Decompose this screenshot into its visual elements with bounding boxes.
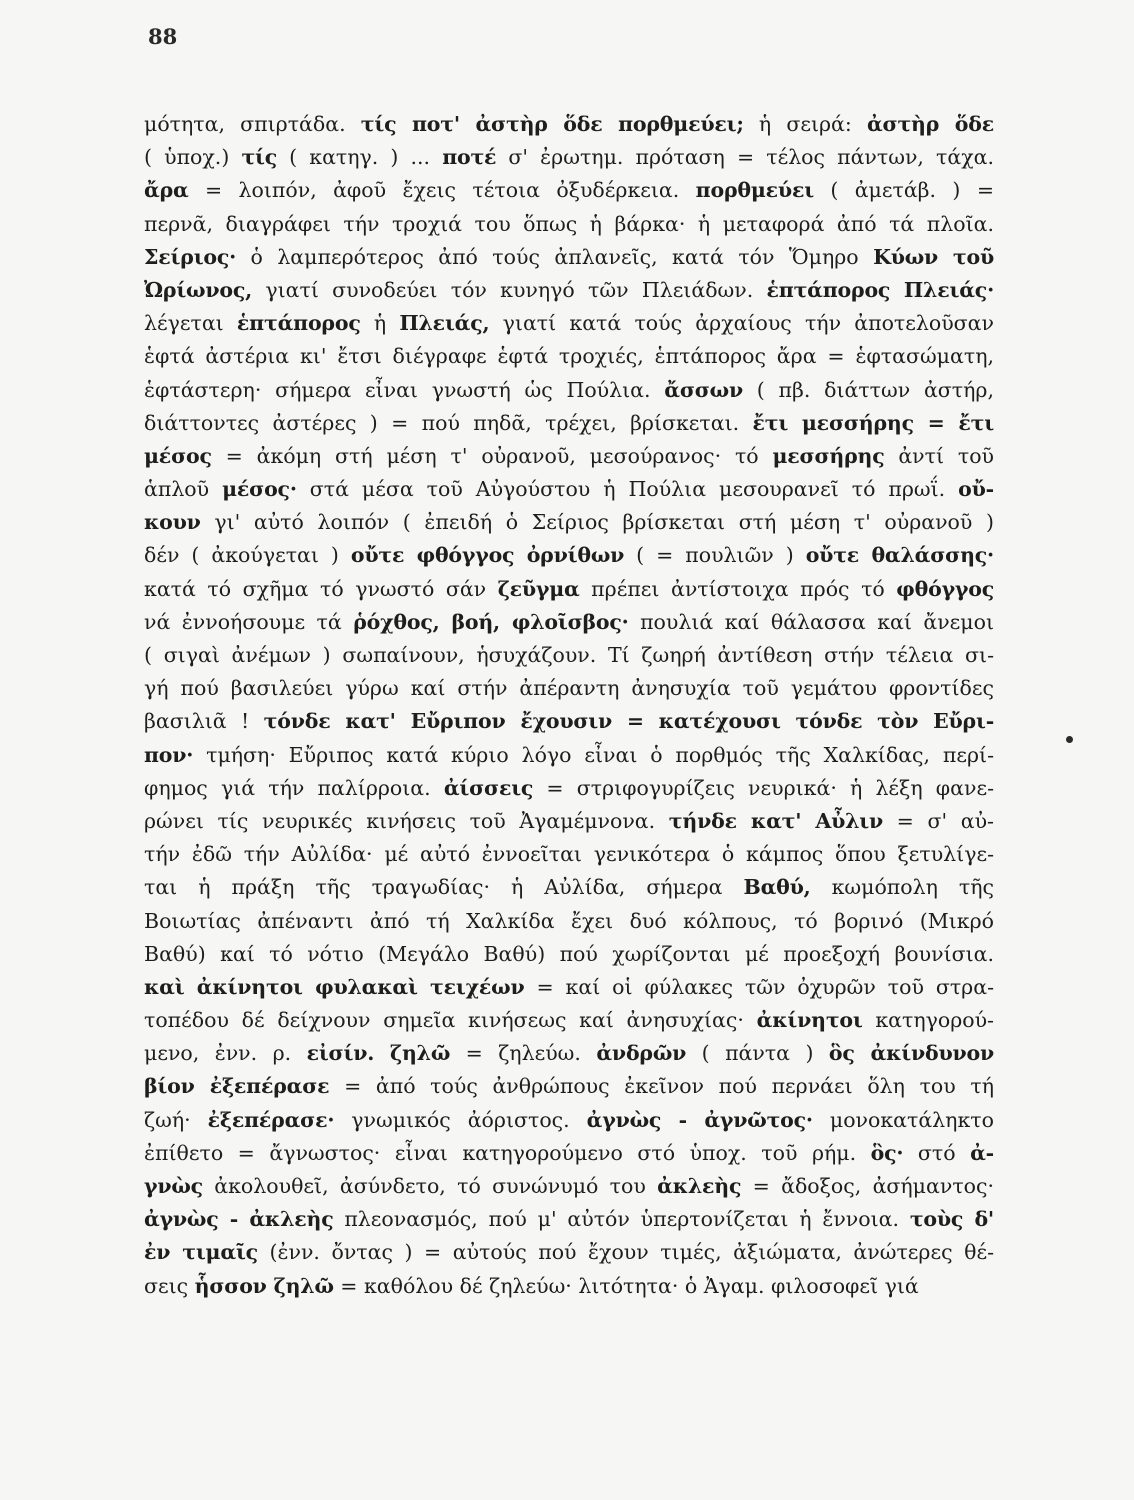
text-line bbox=[144, 938, 994, 971]
text-segment: δέν ( ἀκούγεται ) bbox=[144, 543, 351, 568]
lemma-bold: ἀνδρῶν bbox=[596, 1041, 687, 1066]
lemma-bold: ἄρα bbox=[144, 178, 189, 203]
lemma-bold: ὃς ἀκίνδυνον bbox=[828, 1041, 994, 1066]
text-line bbox=[144, 838, 994, 871]
text-segment: κατά τό σχῆμα τό γνωστό σάν bbox=[144, 576, 498, 601]
text-segment: ἑφτά ἀστέρια κι' ἔτσι διέγραφε ἑφτά τροχιές, ἑπτάπορος ἄρα = ἑφτασώματη, bbox=[144, 344, 994, 369]
lemma-bold: ἑπτάπορος bbox=[236, 311, 361, 336]
lemma-bold: Βαθύ, bbox=[743, 875, 811, 900]
lemma-bold: μέσος· bbox=[222, 477, 297, 502]
lemma-bold: εἰσίν. ζηλῶ bbox=[306, 1041, 451, 1066]
text-segment: = ἀκόμη στή μέση τ' οὐρανοῦ, μεσούρανος· τό bbox=[211, 443, 773, 468]
text-segment: κωμόπολη τῆς bbox=[810, 875, 994, 900]
lemma-bold: Ὠρίωνος, bbox=[144, 277, 253, 302]
text-line bbox=[144, 473, 994, 506]
lemma-bold: τήνδε κατ' Αὖλιν bbox=[668, 808, 884, 833]
text-line bbox=[144, 307, 994, 340]
lemma-bold: ῥόχθος, βοή, φλοῖσβος· bbox=[353, 609, 629, 634]
lemma-bold: ἀκίνητοι bbox=[756, 1008, 863, 1033]
text-line bbox=[144, 739, 994, 772]
lemma-bold: πον· bbox=[144, 742, 194, 767]
text-segment: ( σιγαὶ ἀνέμων ) σωπαίνουν, ἡσυχάζουν. Τί ζωηρή ἀντίθεση στήν τέλεια σι- bbox=[144, 643, 994, 667]
text-line bbox=[144, 1104, 994, 1137]
text-segment: σ' ἐρωτημ. πρόταση = τέλος πάντων, τάχα. bbox=[496, 145, 994, 170]
text-segment: γνωμικός ἀόριστος. bbox=[334, 1107, 587, 1132]
text-segment: φημος γιά τήν παλίρροια. bbox=[144, 775, 444, 800]
text-line bbox=[144, 772, 994, 805]
lemma-bold: τίς ποτ' ἀστὴρ ὅδε πορθμεύει; bbox=[360, 112, 744, 136]
page-number: 88 bbox=[148, 24, 178, 49]
text-segment: ( ἀμετάβ. ) = bbox=[813, 178, 994, 203]
text-line bbox=[144, 374, 994, 407]
text-segment: τμήση· Εὔριπος κατά κύριο λόγο εἶναι ὁ πορθμός τῆς Χαλκίδας, περί- bbox=[193, 742, 994, 767]
text-segment: διάττοντες ἀστέρες ) = πού πηδᾶ, τρέχει, βρίσκεται. bbox=[144, 410, 753, 435]
text-segment: = ἀπό τούς ἀνθρώπους ἐκεῖνον πού περνάει ὅλη του τή bbox=[329, 1074, 994, 1099]
lemma-bold: οὔτε φθόγγος ὀρνίθων bbox=[350, 543, 625, 568]
text-segment: Βοιωτίας ἀπέναντι ἀπό τή Χαλκίδα ἔχει δυό κόλπους, τό βορινό (Μικρό bbox=[144, 908, 994, 933]
lemma-bold: ἐξεπέρασε· bbox=[207, 1107, 335, 1132]
text-segment: ἑφτάστερη· σήμερα εἶναι γνωστή ὡς Πούλια. bbox=[144, 377, 665, 402]
text-segment: ἀντί τοῦ bbox=[884, 443, 994, 468]
lemma-bold: ἀγνὼς - ἀγνῶτος· bbox=[586, 1107, 813, 1132]
lemma-bold: βίον ἐξεπέρασε bbox=[144, 1074, 330, 1099]
text-segment: = σ' αὐ- bbox=[883, 808, 994, 833]
lemma-bold: ἀγνὼς - ἀκλεὴς bbox=[144, 1207, 334, 1232]
lemma-bold: μέσος bbox=[144, 443, 212, 468]
ink-dot bbox=[1066, 736, 1073, 743]
text-segment: ( ὑποχ.) bbox=[144, 145, 242, 170]
text-segment: ἡ σειρά: bbox=[743, 112, 867, 136]
text-line bbox=[144, 705, 994, 738]
text-segment: στό bbox=[903, 1140, 971, 1165]
text-segment: στά μέσα τοῦ Αὐγούστου ἡ Πούλια μεσουρανεῖ τό πρωΐ. bbox=[296, 477, 959, 502]
text-segment: τοπέδου δέ δείχνουν σημεῖα κινήσεως καί ἀνησυχίας· bbox=[144, 1008, 757, 1033]
text-line bbox=[144, 340, 994, 373]
text-line bbox=[144, 208, 994, 241]
text-segment: ται ἡ πράξη τῆς τραγωδίας· ἡ Αὐλίδα, σήμερα bbox=[144, 875, 744, 900]
text-line bbox=[144, 1270, 994, 1303]
text-line bbox=[144, 606, 994, 639]
text-line bbox=[144, 905, 994, 938]
text-segment: = ἄδοξος, ἀσήμαντος· bbox=[741, 1174, 994, 1198]
lemma-bold: γνὼς bbox=[144, 1174, 203, 1198]
text-segment: ὁ λαμπερότερος ἀπό τούς ἀπλανεῖς, κατά τόν Ὅμηρο bbox=[236, 244, 874, 269]
text-segment: (ἐνν. ὄντας ) = αὐτούς πού ἔχουν τιμές, ἀξιώματα, ἀνώτερες θέ- bbox=[257, 1240, 994, 1265]
text-segment: ( = πουλιῶν ) bbox=[624, 543, 806, 568]
lemma-bold: κουν bbox=[144, 510, 201, 535]
text-line bbox=[144, 672, 994, 705]
lemma-bold: ἀκλεὴς bbox=[657, 1174, 742, 1198]
lemma-bold: τοὺς δ' bbox=[909, 1207, 994, 1232]
text-segment: λέγεται bbox=[144, 311, 237, 336]
lemma-bold: καὶ ἀκίνητοι φυλακαὶ τειχέων bbox=[144, 974, 525, 999]
text-segment: = καί οἱ φύλακες τῶν ὀχυρῶν τοῦ στρα- bbox=[524, 974, 994, 999]
lemma-bold: ἄσσων bbox=[664, 377, 744, 402]
text-line bbox=[144, 1004, 994, 1037]
text-segment: ( πάντα ) bbox=[686, 1041, 829, 1066]
text-line bbox=[144, 639, 994, 672]
text-line bbox=[144, 1137, 994, 1170]
text-line bbox=[144, 871, 994, 904]
text-line bbox=[144, 1203, 994, 1236]
text-line bbox=[144, 1236, 994, 1269]
text-segment: = στριφογυρίζεις νευρικά· ἡ λέξη φανε- bbox=[533, 775, 994, 800]
lemma-bold: ἐν τιμαῖς bbox=[144, 1240, 258, 1265]
text-segment: τήν ἐδῶ τήν Αὐλίδα· μέ αὐτό ἐννοεῖται γενικότερα ὁ κάμπος ὅπου ξετυλίγε- bbox=[144, 842, 994, 867]
text-line bbox=[144, 971, 994, 1004]
text-segment: νά ἐννοήσουμε τά bbox=[144, 609, 354, 634]
text-line bbox=[144, 141, 994, 174]
text-line bbox=[144, 573, 994, 606]
lemma-bold: τίς bbox=[241, 145, 278, 170]
commentary-text bbox=[144, 108, 994, 1303]
lemma-bold: Πλειάς, bbox=[399, 311, 490, 336]
lemma-bold: ἑπτάπορος Πλειάς· bbox=[766, 277, 994, 302]
lemma-bold: ἧσσον ζηλῶ bbox=[194, 1273, 334, 1298]
text-segment: ζωή· bbox=[144, 1107, 208, 1132]
text-segment: μότητα, σπιρτάδα. bbox=[144, 112, 361, 136]
text-segment: ( κατηγ. ) ... bbox=[277, 145, 443, 170]
text-segment: πουλιά καί θάλασσα καί ἄνεμοι bbox=[628, 609, 994, 634]
text-segment: σεις bbox=[144, 1273, 195, 1298]
text-line bbox=[144, 108, 994, 141]
text-segment: = ζηλεύω. bbox=[450, 1041, 597, 1066]
text-line bbox=[144, 1037, 994, 1070]
text-segment: μενο, ἐνν. ρ. bbox=[144, 1041, 307, 1066]
text-segment: ἐπίθετο = ἄγνωστος· εἶναι κατηγορούμενο στό ὑποχ. τοῦ ρήμ. bbox=[144, 1140, 871, 1165]
lemma-bold: τόνδε κατ' Εὔριπον ἔχουσιν = κατέχουσι τόνδε τὸν Εὔρι- bbox=[263, 709, 994, 734]
lemma-bold: ποτέ bbox=[442, 145, 497, 170]
lemma-bold: οὔ- bbox=[958, 477, 994, 502]
lemma-bold: μεσσήρης bbox=[772, 443, 885, 468]
text-segment: ρώνει τίς νευρικές κινήσεις τοῦ Ἀγαμέμνονα. bbox=[144, 808, 669, 833]
lemma-bold: ζεῦγμα bbox=[497, 576, 580, 601]
text-segment: περνᾶ, διαγράφει τήν τροχιά του ὅπως ἡ βάρκα· ἡ μεταφορά ἀπό τά πλοῖα. bbox=[144, 211, 994, 236]
lemma-bold: ὃς· bbox=[870, 1140, 904, 1165]
text-segment: ( πβ. διάττων ἀστήρ, bbox=[743, 377, 994, 402]
lemma-bold: οὔτε θαλάσσης· bbox=[805, 543, 994, 568]
text-line bbox=[144, 539, 994, 572]
text-segment: κατηγορού- bbox=[862, 1008, 994, 1033]
text-line bbox=[144, 174, 994, 207]
text-segment: = καθόλου δέ ζηλεύω· λιτότητα· ὁ Ἀγαμ. φιλοσοφεῖ γιά bbox=[333, 1273, 919, 1298]
lemma-bold: φθόγγος bbox=[896, 576, 994, 601]
text-segment: μονοκατάληκτο bbox=[812, 1107, 994, 1132]
lemma-bold: ἔτι μεσσήρης = ἔτι bbox=[752, 410, 994, 435]
text-segment: γή πού βασιλεύει γύρω καί στήν ἀπέραντη ἀνησυχία τοῦ γεμάτου φροντίδες bbox=[144, 676, 994, 701]
text-line bbox=[144, 1170, 994, 1203]
text-line bbox=[144, 805, 994, 838]
lemma-bold: ἀ- bbox=[970, 1140, 994, 1165]
text-line bbox=[144, 1070, 994, 1103]
text-segment: πρέπει ἀντίστοιχα πρός τό bbox=[579, 576, 897, 601]
text-segment: βασιλιᾶ ! bbox=[144, 709, 264, 734]
text-segment: γιατί συνοδεύει τόν κυνηγό τῶν Πλειάδων. bbox=[252, 277, 767, 302]
text-line bbox=[144, 274, 994, 307]
text-segment: ἀκολουθεῖ, ἀσύνδετο, τό συνώνυμό του bbox=[202, 1174, 658, 1198]
text-segment: ἁπλοῦ bbox=[144, 477, 223, 502]
text-line bbox=[144, 241, 994, 274]
text-segment: ἡ bbox=[360, 311, 400, 336]
text-line bbox=[144, 407, 994, 440]
text-segment: γιατί κατά τούς ἀρχαίους τήν ἀποτελοῦσαν bbox=[489, 311, 994, 336]
text-segment: = λοιπόν, ἀφοῦ ἔχεις τέτοια ὀξυδέρκεια. bbox=[188, 178, 696, 203]
text-segment: Βαθύ) καί τό νότιο (Μεγάλο Βαθύ) πού χωρίζονται μέ προεξοχή βουνίσια. bbox=[144, 941, 994, 966]
lemma-bold: ἀστὴρ ὅδε bbox=[866, 112, 994, 136]
text-segment: πλεονασμός, πού μ' αὐτόν ὑπερτονίζεται ἡ ἔννοια. bbox=[333, 1207, 910, 1232]
text-line bbox=[144, 506, 994, 539]
lemma-bold: ἀίσσεις bbox=[443, 775, 534, 800]
lemma-bold: πορθμεύει bbox=[695, 178, 814, 203]
text-line bbox=[144, 440, 994, 473]
text-segment: γι' αὐτό λοιπόν ( ἐπειδή ὁ Σείριος βρίσκεται στή μέση τ' οὐρανοῦ ) bbox=[200, 510, 994, 535]
lemma-bold: Κύων τοῦ bbox=[873, 244, 994, 269]
lemma-bold: Σείριος· bbox=[144, 244, 237, 269]
